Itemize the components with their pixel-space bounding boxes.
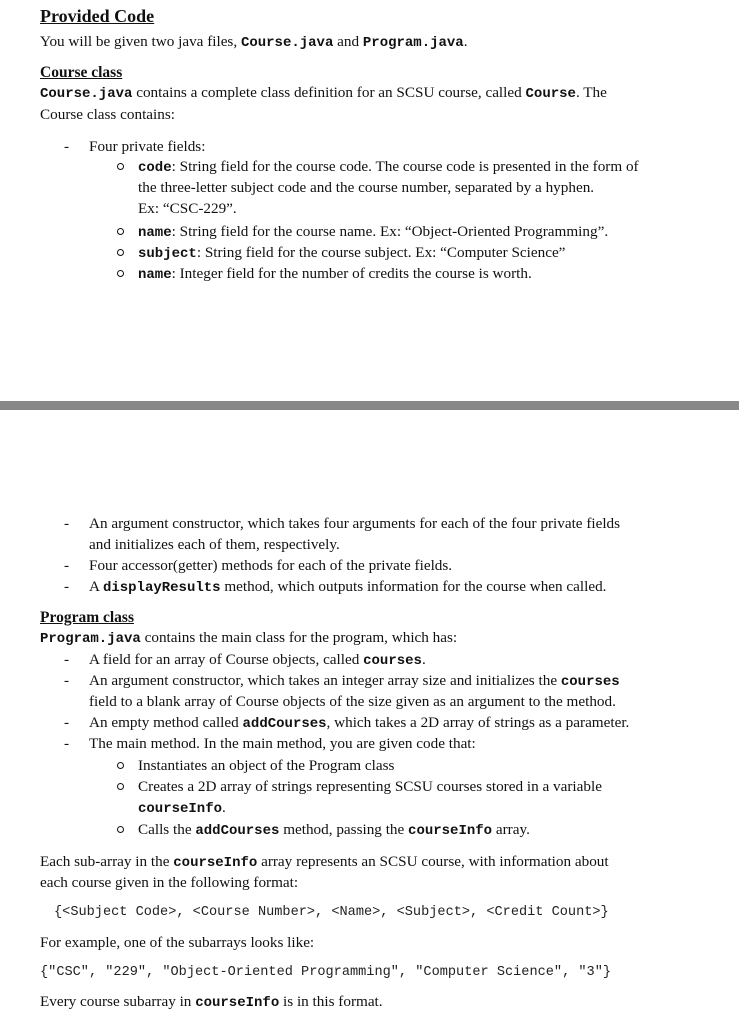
text-span: Every course subarray in [40, 993, 196, 1010]
text-span: : Integer field for the number of credits the course is worth. [171, 265, 532, 282]
bullet-dash: - [64, 557, 70, 574]
code-span: Course.java [40, 86, 133, 102]
code-span: name [138, 225, 172, 241]
course-java-code: Course.java [240, 35, 334, 51]
code-span: subject [138, 246, 197, 262]
final-line [40, 991, 383, 1014]
field-code-line2: the three-letter subject code and the course number, separated by a hyphen. [138, 179, 595, 196]
program-constructor-line2: field to a blank array of Course objects of the size given as an argument to the method. [89, 693, 616, 710]
bullet-dash: - [64, 515, 70, 532]
text-span: Calls the [138, 821, 196, 838]
circle-bullet-icon [117, 228, 124, 235]
format-para-line1 [40, 851, 609, 874]
creates-array-line1: Creates a 2D array of strings representing SCSU courses stored in a variable [138, 778, 602, 795]
add-courses-line [89, 712, 629, 735]
intro-text-2: and [333, 33, 363, 50]
text-span: contains the main class for the program, which has: [140, 629, 458, 646]
code-span: code [138, 160, 172, 176]
example-intro: For example, one of the subarrays looks like: [40, 934, 315, 951]
field-code-line1 [138, 156, 639, 179]
text-span: method, which outputs information for the course when called. [220, 578, 607, 595]
code-span: Program.java [40, 631, 141, 647]
bullet-dash: - [64, 672, 70, 689]
program-class-heading: Program class [40, 609, 134, 626]
text-span: . The [575, 84, 607, 101]
page-heading: Provided Code [40, 6, 155, 26]
field-credits-line [138, 263, 532, 286]
circle-bullet-icon [117, 826, 124, 833]
bullet-dash: - [64, 735, 70, 752]
program-constructor-line1 [89, 670, 620, 693]
circle-bullet-icon [117, 783, 124, 790]
circle-bullet-icon [117, 163, 124, 170]
display-results-line [89, 576, 606, 599]
field-code-line3: Ex: “CSC-229”. [138, 200, 237, 217]
courses-field-line [89, 649, 426, 672]
code-span: Course [525, 86, 576, 102]
field-subject-line [138, 242, 565, 265]
accessor-line: Four accessor(getter) methods for each of the private fields. [89, 557, 453, 574]
course-class-para-line1 [40, 82, 607, 105]
course-class-para-line2: Course class contains: [40, 106, 175, 123]
instantiates-line: Instantiates an object of the Program class [138, 757, 395, 774]
creates-array-line2 [138, 797, 226, 820]
text-span: array represents an SCSU course, with information about [257, 853, 609, 870]
code-span: displayResults [102, 580, 221, 596]
program-class-para [40, 627, 457, 650]
field-name-line [138, 221, 608, 244]
text-span: . [222, 799, 226, 816]
text-span: : String field for the course name. Ex: “Object-Oriented Programming”. [171, 223, 609, 240]
text-span: : String field for the course subject. Ex: “Computer Science” [196, 244, 566, 261]
constructor-line2: and initializes each of them, respectively. [89, 536, 340, 553]
circle-bullet-icon [117, 270, 124, 277]
calls-add-courses-line [138, 819, 530, 842]
intro-text-1: You will be given two java files, [40, 33, 241, 50]
bullet-dash: - [64, 138, 70, 155]
code-span: addCourses [242, 716, 327, 732]
code-span: courseInfo [195, 995, 280, 1011]
format-para-line2: each course given in the following format: [40, 874, 299, 891]
text-span: A [89, 578, 103, 595]
circle-bullet-icon [117, 249, 124, 256]
circle-bullet-icon [117, 762, 124, 769]
bullet-dash: - [64, 578, 70, 595]
code-span: name [138, 267, 172, 283]
text-span: array. [492, 821, 530, 838]
code-span: courseInfo [138, 801, 223, 817]
text-span: contains a complete class definition for an SCSU course, called [132, 84, 526, 101]
fields-intro: Four private fields: [89, 138, 206, 155]
code-span: courses [560, 674, 620, 690]
code-span: addCourses [195, 823, 280, 839]
bullet-dash: - [64, 714, 70, 731]
code-span: courseInfo [408, 823, 493, 839]
format-code-block: {<Subject Code>, <Course Number>, <Name>, <Subject>, <Credit Count>} [54, 905, 609, 920]
intro-line [40, 31, 468, 54]
page-divider [0, 401, 739, 410]
text-span: , which takes a 2D array of strings as a parameter. [326, 714, 630, 731]
text-span: is in this format. [279, 993, 383, 1010]
bullet-dash: - [64, 651, 70, 668]
program-java-code: Program.java [362, 35, 464, 51]
intro-text-3: . [463, 33, 468, 50]
text-span: method, passing the [279, 821, 409, 838]
text-span: Each sub-array in the [40, 853, 174, 870]
text-span: A field for an array of Course objects, called [89, 651, 364, 668]
text-span: . [421, 651, 426, 668]
text-span: : String field for the course code. The course code is presented in the form of [171, 158, 639, 175]
text-span: An argument constructor, which takes an integer array size and initializes the [89, 672, 561, 689]
code-span: courseInfo [173, 855, 258, 871]
example-code-block: {"CSC", "229", "Object-Oriented Programming", "Computer Science", "3"} [40, 965, 612, 980]
code-span: courses [363, 653, 422, 669]
text-span: An empty method called [89, 714, 243, 731]
course-class-heading: Course class [40, 64, 123, 81]
constructor-line1: An argument constructor, which takes four arguments for each of the four private fields [89, 515, 621, 532]
main-method-line: The main method. In the main method, you are given code that: [89, 735, 476, 752]
